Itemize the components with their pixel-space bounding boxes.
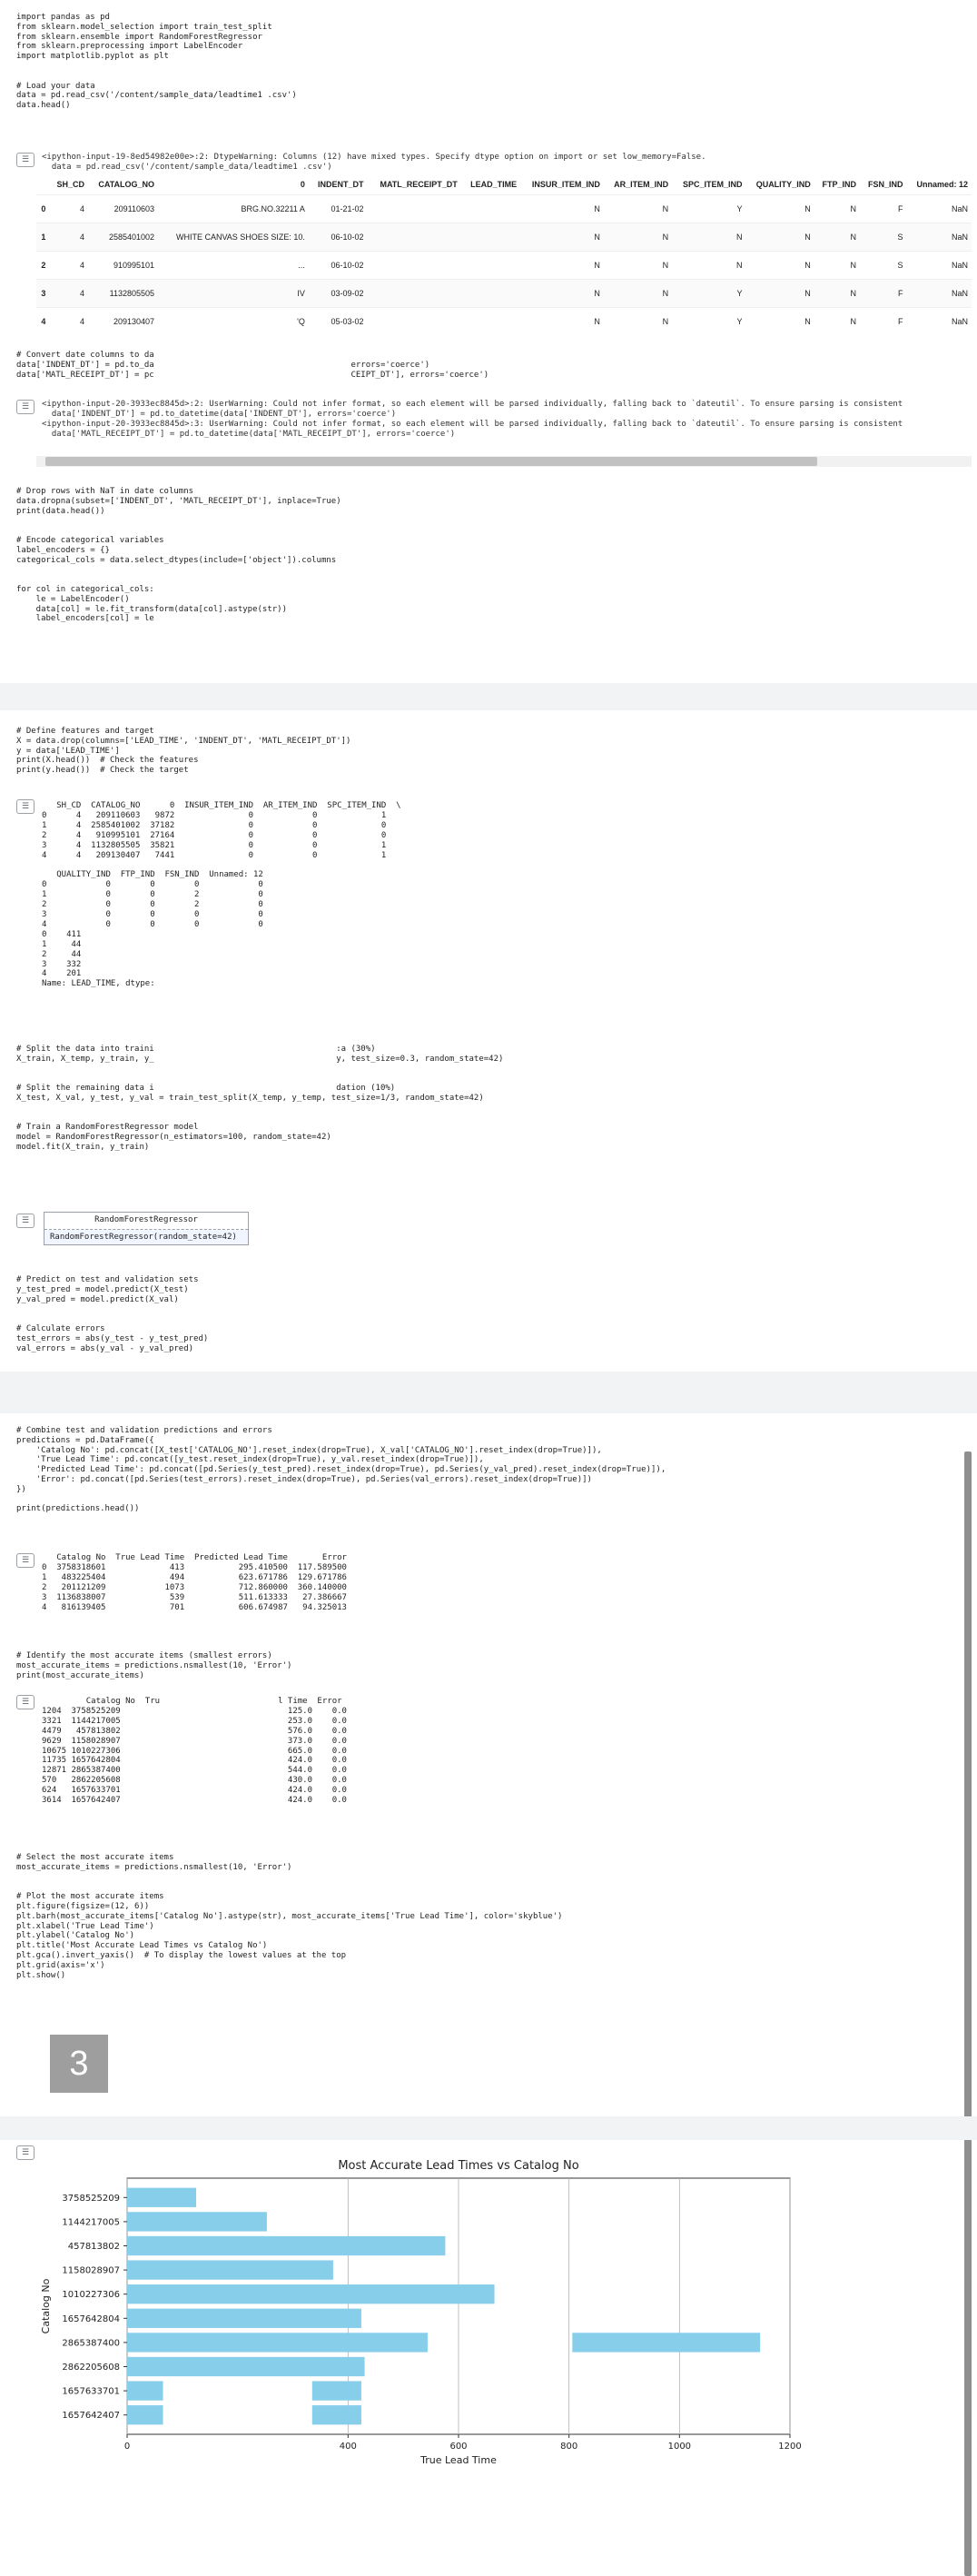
y-tick-label: 1657633701 xyxy=(62,2386,120,2397)
x-tick-label: 0 xyxy=(123,2442,131,2452)
cell-separator xyxy=(0,683,977,710)
horizontal-scrollbar[interactable] xyxy=(36,456,972,467)
chart-title: Most Accurate Lead Times vs Catalog No xyxy=(338,2159,579,2173)
output-icon[interactable]: ☰ xyxy=(16,153,35,167)
x-tick-label: 400 xyxy=(339,2442,357,2452)
code-cell-define-features[interactable]: # Define features and target X = data.drop(columns=['LEAD_TIME', 'INDENT_DT', 'MATL_RECEIPT_DT']) y = data['LEAD_TIME'] print(X.head()) # Check the features print(y.head()) # Check the target xyxy=(16,727,351,776)
most-accurate-output: Catalog No Tru l Time Error 1204 3758525209 125.0 0.0 3321 1144217005 253.0 0.0 4479 457813802 576.0 0.0 9629 1158028907 373.0 0.0 10675 1010227306 665.0 0.0 11735 1657642804 424.0 0.0 12871 2865387400 544.0 0.0 570 2862205608 430.0 0.0 624 1657633701 424.0 0.0 3614 1657642407 424.0 0.0 xyxy=(42,1697,347,1806)
table-cell: N xyxy=(814,252,860,280)
table-cell: Y xyxy=(672,280,745,308)
table-cell: Y xyxy=(672,195,745,223)
column-header: FTP_IND xyxy=(822,180,857,189)
table-cell: NaN xyxy=(907,280,972,308)
table-cell: 910995101 xyxy=(88,252,158,280)
code-cell-convert-dates[interactable]: # Convert date columns to da data['INDENT_DT'] = pd.to_da errors='coerce') data['MATL_RECEIPT_DT'] = pc CEIPT_DT'], errors='coerce') xyxy=(16,351,489,380)
table-cell xyxy=(461,252,520,280)
output-icon[interactable]: ☰ xyxy=(16,799,35,814)
code-cell-split-train[interactable]: # Split the data into traini :a (30%) X_train, X_temp, y_train, y_ y, test_size=0.3, random_state=42) # Split the remaining data i dation (10%) X_test, X_val, y_test, y_val = train_test_split(X_temp, y_temp, test_size=1/3, random_state=42) # Train a RandomForestRegressor model model = RandomForestRegressor(n_estimators=100, random_state=42) model.fit(X_train, y_train) xyxy=(16,1045,504,1152)
table-cell: 'Q xyxy=(158,308,309,336)
user-warning: <ipython-input-20-3933ec8845d>:2: UserWarning: Could not infer format, so each element will be parsed individually, falling back to `dateutil`. To ensure parsing is consistent data['INDENT_DT'] = pd.to_datetime(data['INDENT_DT'], errors='coerce') <ipython-input-20-3933ec8845d>:3: UserWarning: Could not infer format, so each element will be parsed individually, falling back to `dateutil`. To ensure parsing is consistent data['MATL_RECEIPT_DT'] = pd.to_datetime(data['MATL_RECEIPT_DT'], errors='coerce') xyxy=(42,400,903,439)
code-cell-encode[interactable]: # Drop rows with NaT in date columns data.dropna(subset=['INDENT_DT', 'MATL_RECEIPT_DT'], inplace=True) print(data.head()) # Encode categorical variables label_encoders = {} categorical_cols = data.select_dtypes(include=['object']).columns for col in categorical_cols: le = LabelEncoder() data[col] = le.fit_transform(data[col].astype(str)) label_encoders[col] = le xyxy=(16,487,341,624)
table-cell: N xyxy=(814,280,860,308)
vertical-scrollbar[interactable] xyxy=(964,1451,972,2576)
column-header: Unnamed: 12 xyxy=(916,180,968,189)
table-cell: 1 xyxy=(36,223,49,252)
bar xyxy=(127,2236,445,2255)
bar xyxy=(312,2381,361,2400)
x-tick-label: 1000 xyxy=(667,2442,692,2452)
table-cell: N xyxy=(814,223,860,252)
table-cell: N xyxy=(745,280,814,308)
output-icon[interactable]: ☰ xyxy=(16,1695,35,1709)
x-tick-label: 1200 xyxy=(778,2442,802,2452)
column-header: SPC_ITEM_IND xyxy=(682,180,743,189)
table-cell xyxy=(368,223,461,252)
table-cell: N xyxy=(814,308,860,336)
bar xyxy=(127,2309,361,2328)
table-cell: N xyxy=(604,252,672,280)
bar xyxy=(127,2381,163,2400)
table-cell: 3 xyxy=(36,280,49,308)
scrollbar-thumb[interactable] xyxy=(45,457,817,466)
code-cell-predict[interactable]: # Predict on test and validation sets y_test_pred = model.predict(X_test) y_val_pred = model.predict(X_val) # Calculate errors test_errors = abs(y_test - y_test_pred) val_errors = abs(y_val - y_val_pred) xyxy=(16,1275,209,1353)
bar xyxy=(312,2405,361,2424)
table-cell: F xyxy=(860,308,906,336)
table-cell: 03-09-02 xyxy=(309,280,368,308)
table-cell: N xyxy=(520,252,604,280)
column-header: FSN_IND xyxy=(867,180,903,189)
y-axis-label: Catalog No xyxy=(40,2278,52,2334)
table-cell: N xyxy=(814,195,860,223)
table-cell: NaN xyxy=(907,223,972,252)
cell-separator xyxy=(0,2116,977,2140)
y-tick-label: 1144217005 xyxy=(62,2217,120,2228)
table-cell: NaN xyxy=(907,252,972,280)
table-cell: NaN xyxy=(907,308,972,336)
table-cell: 01-21-02 xyxy=(309,195,368,223)
table-cell xyxy=(368,308,461,336)
bar xyxy=(127,2260,333,2279)
table-cell: N xyxy=(520,280,604,308)
table-cell: WHITE CANVAS SHOES SIZE: 10. xyxy=(158,223,309,252)
bar xyxy=(127,2188,196,2207)
bar-chart xyxy=(36,2145,944,2518)
output-icon[interactable]: ☰ xyxy=(16,400,35,414)
table-cell: N xyxy=(604,223,672,252)
bar xyxy=(127,2212,267,2231)
column-header xyxy=(36,174,49,195)
table-cell: F xyxy=(860,195,906,223)
predictions-head-output: Catalog No True Lead Time Predicted Lead Time Error 0 3758318601 413 295.410500 117.589500 1 483225404 494 623.671786 129.671786 2 201121209 1073 712.860000 360.140000 3 1136838007 539 511.613333 27.386667 4 816139405 701 606.674987 94.325013 xyxy=(42,1553,347,1612)
table-cell: 2 xyxy=(36,252,49,280)
table-cell xyxy=(461,280,520,308)
table-cell xyxy=(368,280,461,308)
table-cell: 4 xyxy=(49,280,88,308)
table-cell xyxy=(461,308,520,336)
table-cell: N xyxy=(745,223,814,252)
table-row xyxy=(36,223,972,252)
table-cell xyxy=(461,223,520,252)
table-row xyxy=(36,195,972,223)
table-cell: 4 xyxy=(49,308,88,336)
y-tick-label: 1657642804 xyxy=(62,2313,120,2324)
column-header: 0 xyxy=(300,180,305,189)
column-header: LEAD_TIME xyxy=(470,180,518,189)
dtype-warning: <ipython-input-19-8ed54982e00e>:2: DtypeWarning: Columns (12) have mixed types. Specify dtype option on import or set low_memory=False. data = pd.read_csv('/content/sample_data/leadtime1 .csv') xyxy=(42,153,706,172)
table-cell: 2585401002 xyxy=(88,223,158,252)
code-cell-combine-predictions[interactable]: # Combine test and validation predictions and errors predictions = pd.DataFrame({ 'Catalog No': pd.concat([X_test['CATALOG_NO'].reset_index(drop=True), X_val['CATALOG_NO'].reset_index(drop=True)]), 'True Lead Time': pd.concat([y_test.reset_index(drop=True), y_val.reset_index(drop=True)]), 'Predicted Lead Time': pd.concat([pd.Series(y_test_pred).reset_index(drop=True), pd.Series(y_val_pred).reset_index(drop=True)]), 'Error': pd.concat([pd.Series(test_errors).reset_index(drop=True), pd.Series(val_errors).reset_index(drop=True)]) }) print(predictions.head()) xyxy=(16,1426,666,1514)
code-cell-plot[interactable]: # Select the most accurate items most_accurate_items = predictions.nsmallest(10, 'Error') # Plot the most accurate items plt.figure(figsize=(12, 6)) plt.barh(most_accurate_items['Catalog No'].astype(str), most_accurate_items['True Lead Time'], color='skyblue') plt.xlabel('True Lead Time') plt.ylabel('Catalog No') plt.title('Most Accurate Lead Times vs Catalog No') plt.gca().invert_yaxis() # To display the lowest values at the top plt.grid(axis='x') plt.show() xyxy=(16,1853,563,1980)
x-tick-label: 800 xyxy=(560,2442,578,2452)
table-row xyxy=(36,280,972,308)
bar xyxy=(127,2284,495,2304)
table-cell xyxy=(368,252,461,280)
table-cell: BRG.NO.32211 A xyxy=(158,195,309,223)
table-cell xyxy=(368,195,461,223)
code-cell-load-data[interactable]: import pandas as pd from sklearn.model_selection import train_test_split from sklearn.ensemble import RandomForestRegressor from sklearn.preprocessing import LabelEncoder import matplotlib.pyplot as plt # Load your data data = pd.read_csv('/content/sample_data/leadtime1 .csv') data.head() xyxy=(16,13,297,111)
table-cell: 4 xyxy=(49,223,88,252)
table-cell: Y xyxy=(672,308,745,336)
y-tick-label: 2862205608 xyxy=(62,2363,120,2373)
bar xyxy=(127,2357,365,2376)
table-cell: 05-03-02 xyxy=(309,308,368,336)
x-axis-label: True Lead Time xyxy=(420,2454,497,2466)
y-tick-label: 2865387400 xyxy=(62,2338,120,2349)
table-cell: 4 xyxy=(36,308,49,336)
y-tick-label: 1158028907 xyxy=(62,2265,120,2276)
table-cell: 06-10-02 xyxy=(309,223,368,252)
model-display-box[interactable] xyxy=(44,1212,249,1245)
table-cell: S xyxy=(860,252,906,280)
table-cell: S xyxy=(860,223,906,252)
table-cell xyxy=(461,195,520,223)
output-icon[interactable]: ☰ xyxy=(16,1553,35,1568)
table-cell: N xyxy=(745,195,814,223)
table-cell: N xyxy=(520,308,604,336)
table-cell: NaN xyxy=(907,195,972,223)
table-cell: 209130407 xyxy=(88,308,158,336)
model-params: RandomForestRegressor(random_state=42) xyxy=(44,1230,248,1244)
table-cell: 0 xyxy=(36,195,49,223)
table-cell: 4 xyxy=(49,195,88,223)
table-row xyxy=(36,252,972,280)
table-row xyxy=(36,308,972,336)
cell-separator xyxy=(0,1372,977,1413)
dataframe-head-table xyxy=(36,174,972,335)
table-cell: N xyxy=(604,308,672,336)
model-title[interactable]: RandomForestRegressor xyxy=(44,1213,248,1230)
table-cell: N xyxy=(672,252,745,280)
column-header: SH_CD xyxy=(56,180,84,189)
table-cell: N xyxy=(604,195,672,223)
table-cell: N xyxy=(520,223,604,252)
table-cell: IV xyxy=(158,280,309,308)
output-icon[interactable]: ☰ xyxy=(16,1214,35,1228)
table-cell: 1132805505 xyxy=(88,280,158,308)
table-cell: N xyxy=(604,280,672,308)
number-badge: 3 xyxy=(50,2035,108,2093)
features-target-output: SH_CD CATALOG_NO 0 INSUR_ITEM_IND AR_ITEM_IND SPC_ITEM_IND \ 0 4 209110603 9872 0 0 1 1 4 2585401002 37182 0 0 0 2 4 910995101 27164 0 0 0 3 4 1132805505 35821 0 0 1 4 4 209130407 7441 0 0 1 QUALITY_IND FTP_IND FSN_IND Unnamed: 12 0 0 0 0 0 1 0 0 2 0 2 0 0 2 0 3 0 0 0 0 4 0 0 0 0 0 411 1 44 2 44 3 332 4 201 Name: LEAD_TIME, dtype: xyxy=(42,801,401,989)
table-cell: N xyxy=(745,308,814,336)
table-cell: 209110603 xyxy=(88,195,158,223)
column-header: INSUR_ITEM_IND xyxy=(531,180,600,189)
table-cell: N xyxy=(745,252,814,280)
x-tick-label: 600 xyxy=(449,2442,468,2452)
y-tick-label: 3758525209 xyxy=(62,2193,120,2204)
table-cell: F xyxy=(860,280,906,308)
table-cell: N xyxy=(672,223,745,252)
y-tick-label: 457813802 xyxy=(67,2242,120,2252)
code-cell-most-accurate[interactable]: # Identify the most accurate items (smallest errors) most_accurate_items = predictions.nsmallest(10, 'Error') print(most_accurate_items) xyxy=(16,1651,292,1680)
bar xyxy=(127,2405,163,2424)
output-icon[interactable]: ☰ xyxy=(16,2145,35,2160)
y-tick-label: 1010227306 xyxy=(62,2290,120,2301)
y-tick-label: 1657642407 xyxy=(62,2411,120,2422)
table-cell: ... xyxy=(158,252,309,280)
column-header: MATL_RECEIPT_DT xyxy=(380,180,458,189)
column-header: CATALOG_NO xyxy=(98,180,155,189)
bar xyxy=(127,2333,428,2352)
table-cell: 4 xyxy=(49,252,88,280)
table-cell: N xyxy=(520,195,604,223)
column-header: QUALITY_IND xyxy=(755,180,811,189)
column-header: INDENT_DT xyxy=(318,180,364,189)
bar xyxy=(572,2333,760,2352)
column-header: AR_ITEM_IND xyxy=(614,180,669,189)
table-cell: 06-10-02 xyxy=(309,252,368,280)
